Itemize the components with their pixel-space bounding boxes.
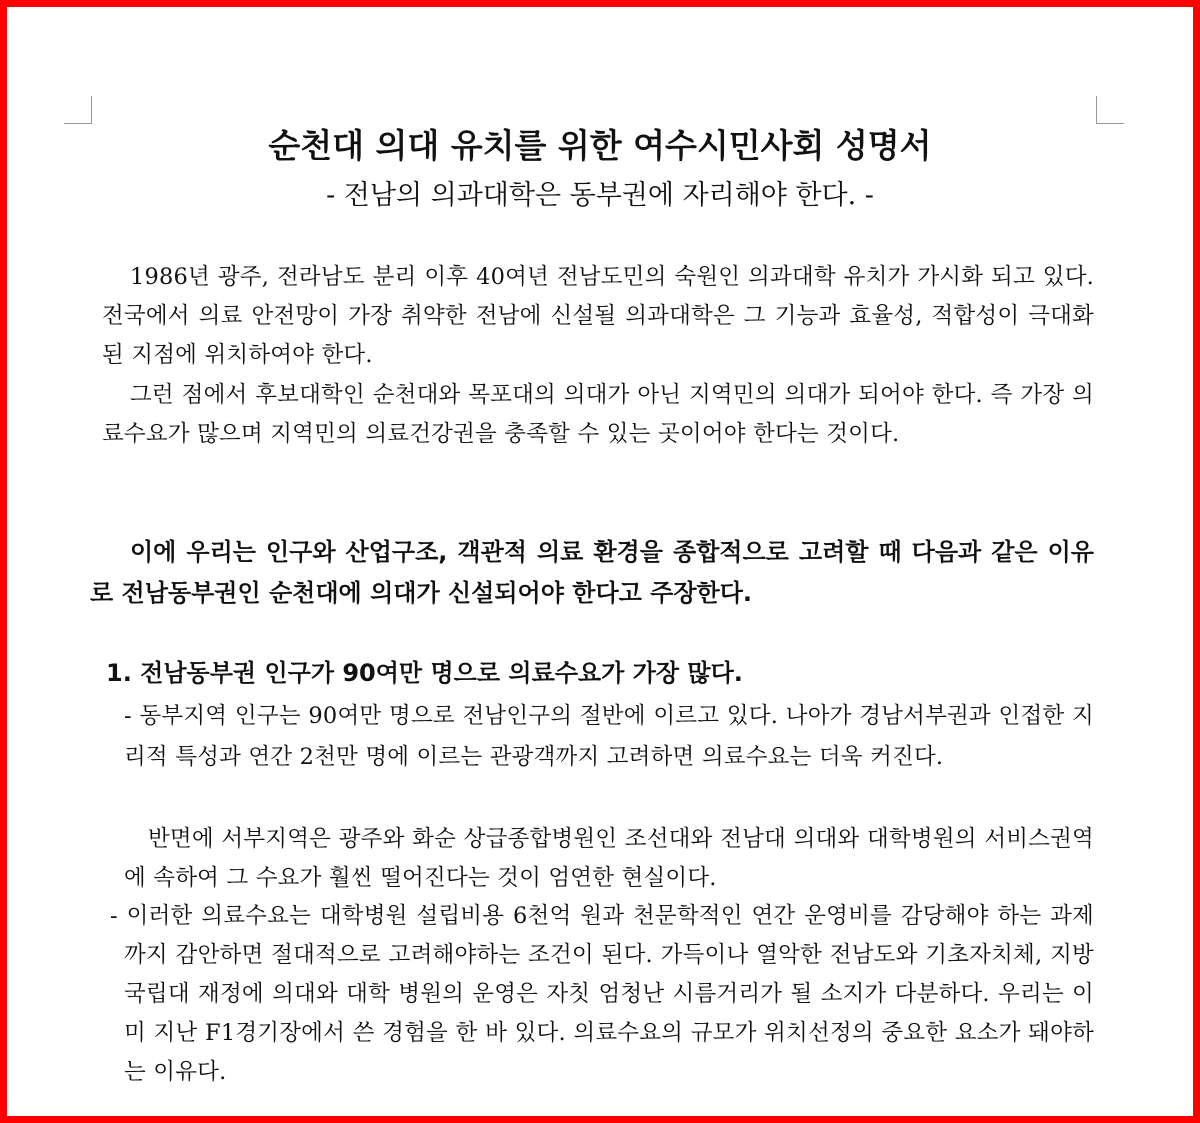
page-margin-corner-top-left (64, 96, 92, 124)
document-title: 순천대 의대 유치를 위한 여수시민사회 성명서 (268, 126, 932, 165)
section-1-heading: 1. 전남동부권 인구가 90여만 명으로 의료수요가 가장 많다. (106, 659, 743, 687)
section-1-point-1: - 동부지역 인구는 90여만 명으로 전남인구의 절반에 이르고 있다. 나아가 경남서부권과 인접한 지리적 특성과 연간 2천만 명에 이르는 관광객까지 고려하면 의료수요는 더욱 커진다. (124, 703, 1094, 770)
page-margin-corner-top-right (1096, 96, 1124, 124)
intro-paragraph-1: 1986년 광주, 전라남도 분리 이후 40여년 전남도민의 숙원인 의과대학 유치가 가시화 되고 있다. 전국에서 의료 안전망이 가장 취약한 전남에 신설될 의과대학은 그 기능과 효율성, 적합성이 극대화된 지점에 위치하여야 한다. (102, 264, 1094, 368)
document-subtitle: - 전남의 의과대학은 동부권에 자리해야 한다. - (326, 180, 874, 211)
section-1-point-1-continuation: 반면에 서부지역은 광주와 화순 상급종합병원인 조선대와 전남대 의대와 대학병원의 서비스권역에 속하여 그 수요가 훨씬 떨어진다는 것이 엄연한 현실이다. (124, 826, 1094, 891)
claim-statement: 이에 우리는 인구와 산업구조, 객관적 의료 환경을 종합적으로 고려할 때 다음과 같은 이유로 전남동부권인 순천대에 의대가 신설되어야 한다고 주장한다. (90, 538, 1094, 607)
section-1-point-2: - 이러한 의료수요는 대학병원 설립비용 6천억 원과 천문학적인 연간 운영비를 감당해야 하는 과제까지 감안하면 절대적으로 고려해야하는 조건이 된다. 가득이나 열악한 전남도와 기초자치체, 지방국립대 재정에 의대와 대학 병원의 운영은 자칫 엄청난 시름거리가 될 소지가 다분하다. 우리는 이미 지난 F1경기장에서 쓴 경험을 한 바 있다. 의료수요의 규모가 위치선정의 중요한 요소가 돼야하는 이유다. (110, 903, 1094, 1085)
intro-paragraph-2: 그런 점에서 후보대학인 순천대와 목포대의 의대가 아닌 지역민의 의대가 되어야 한다. 즉 가장 의료수요가 많으며 지역민의 의료건강권을 충족할 수 있는 곳이어야 한다는 것이다. (102, 382, 1094, 447)
